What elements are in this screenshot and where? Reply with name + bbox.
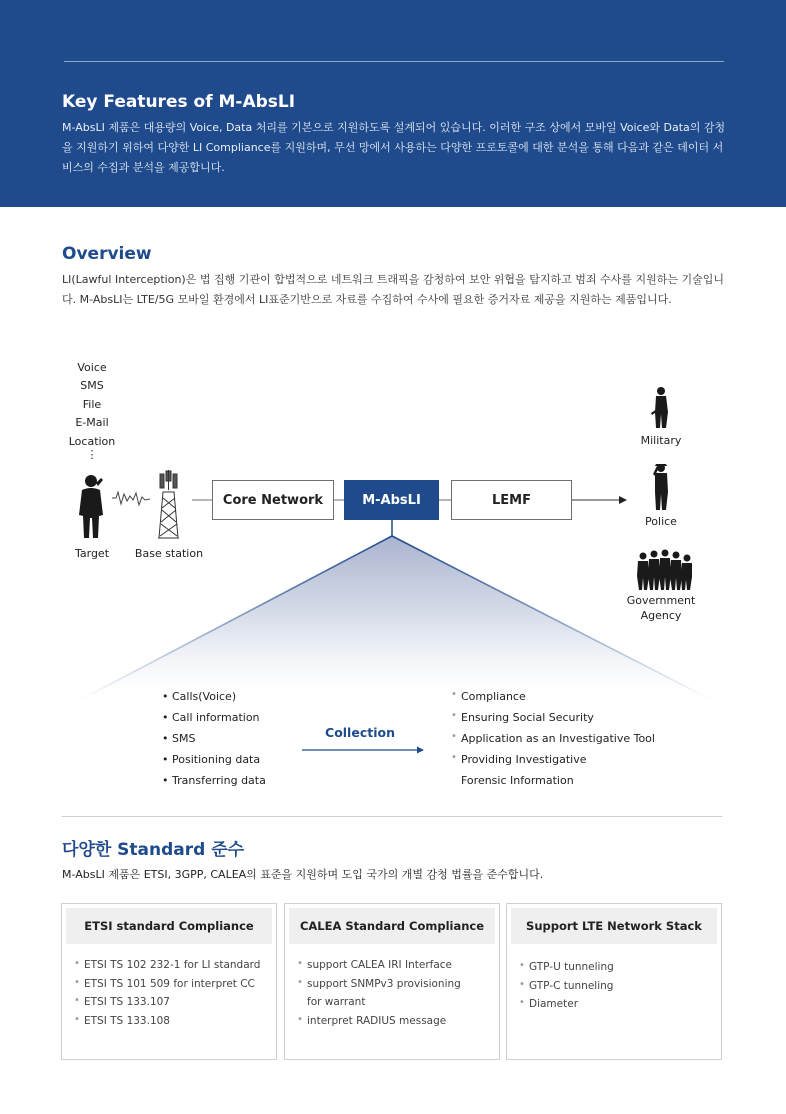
military-label: Military [640, 434, 682, 447]
standards-title: 다양한 Standard 준수 [62, 840, 245, 860]
etsi-item: • ETSI TS 102 232-1 for LI standard [74, 956, 270, 975]
base-station-label: Base station [134, 547, 204, 560]
collected-item: • Calls(Voice) [162, 686, 266, 707]
collection-arrow-head [417, 747, 424, 754]
military-soldier-icon [651, 387, 668, 428]
etsi-list [74, 956, 270, 1030]
output-item-continuation: Forensic Information [461, 774, 574, 787]
outputs-list [451, 686, 655, 791]
lemf-box: LEMF [451, 480, 572, 520]
data-type-location: Location [68, 434, 116, 448]
calea-item: • support SNMPv3 provisioning [297, 975, 493, 994]
data-type-email: E-Mail [75, 416, 109, 430]
lte-card-title: Support LTE Network Stack [511, 908, 717, 944]
data-type-voice: Voice [77, 361, 107, 374]
collected-item: • Transferring data [162, 770, 266, 791]
etsi-item: • ETSI TS 133.107 [74, 993, 270, 1012]
government-label-line2: Agency [640, 609, 682, 622]
page-title: Key Features of M-AbsLI [62, 92, 296, 112]
overview-title: Overview [62, 244, 152, 264]
collected-item: • Call information [162, 707, 266, 728]
collected-item: • Positioning data [162, 749, 266, 770]
calea-item: • support CALEA IRI Interface [297, 956, 493, 975]
target-label: Target [74, 547, 110, 560]
police-officer-icon [653, 464, 668, 510]
etsi-item: • ETSI TS 133.108 [74, 1012, 270, 1031]
output-item: • Compliance [451, 686, 655, 707]
output-item: • Application as an Investigative Tool [451, 728, 655, 749]
m-absli-box: M-AbsLI [344, 480, 439, 520]
collection-label: Collection [325, 725, 395, 740]
etsi-item: • ETSI TS 101 509 for interpret CC [74, 975, 270, 994]
lte-list [519, 958, 715, 1014]
government-agency-group-icon [637, 550, 692, 591]
data-type-more: ⋮ [86, 448, 98, 462]
etsi-card-title: ETSI standard Compliance [66, 908, 272, 944]
lte-item: • Diameter [519, 995, 715, 1014]
data-type-sms: SMS [80, 379, 104, 393]
output-item: • Providing Investigative [451, 749, 655, 770]
calea-item: • interpret RADIUS message [297, 1012, 493, 1031]
data-types-list [60, 359, 124, 462]
collected-item: • SMS [162, 728, 266, 749]
base-station-tower-icon [158, 470, 179, 538]
output-item: • Ensuring Social Security [451, 707, 655, 728]
collected-items-list [162, 686, 266, 791]
police-label: Police [645, 515, 677, 528]
lte-item: • GTP-C tunneling [519, 977, 715, 996]
calea-item-continuation: for warrant [307, 996, 366, 1008]
etsi-card [61, 903, 277, 1060]
arrow-to-agencies [619, 496, 627, 504]
data-type-file: File [82, 397, 102, 411]
calea-card-title: CALEA Standard Compliance [289, 908, 495, 944]
overview-description: LI(Lawful Interception)은 법 집행 기관이 합법적으로 네트워크 트래픽을 감청하여 보안 위협을 탐지하고 범죄 수사를 지원하는 기술입니다. M-AbsLI는 LTE/5G 모바일 환경에서 LI표준기반으로 자료를 수집하여 수사에 필요한 증거자료 제공을 지원하는 제품입니다. [62, 273, 724, 306]
government-label-line1: Government [626, 594, 696, 607]
section-divider [62, 816, 722, 817]
target-person-icon [79, 475, 103, 538]
calea-list [297, 956, 493, 1030]
lte-card [506, 903, 722, 1060]
lte-item: • GTP-U tunneling [519, 958, 715, 977]
header-description: M-AbsLI 제품은 대용량의 Voice, Data 처리를 기본으로 지원하도록 설계되어 있습니다. 이러한 구조 상에서 모바일 Voice와 Data의 감청을 지원하기 위하여 다양한 LI Compliance를 지원하며, 무선 망에서 사용하는 다양한 프로토콜에 대한 분석을 통해 다음과 같은 데이터 서비스의 수집과 분석을 제공합니다. [62, 121, 726, 174]
standards-description: M-AbsLI 제품은 ETSI, 3GPP, CALEA의 표준을 지원하며 도입 국가의 개별 감청 법률을 준수합니다. [62, 868, 544, 881]
calea-card [284, 903, 500, 1060]
core-network-box: Core Network [212, 480, 334, 520]
signal-wave-icon [112, 492, 150, 505]
